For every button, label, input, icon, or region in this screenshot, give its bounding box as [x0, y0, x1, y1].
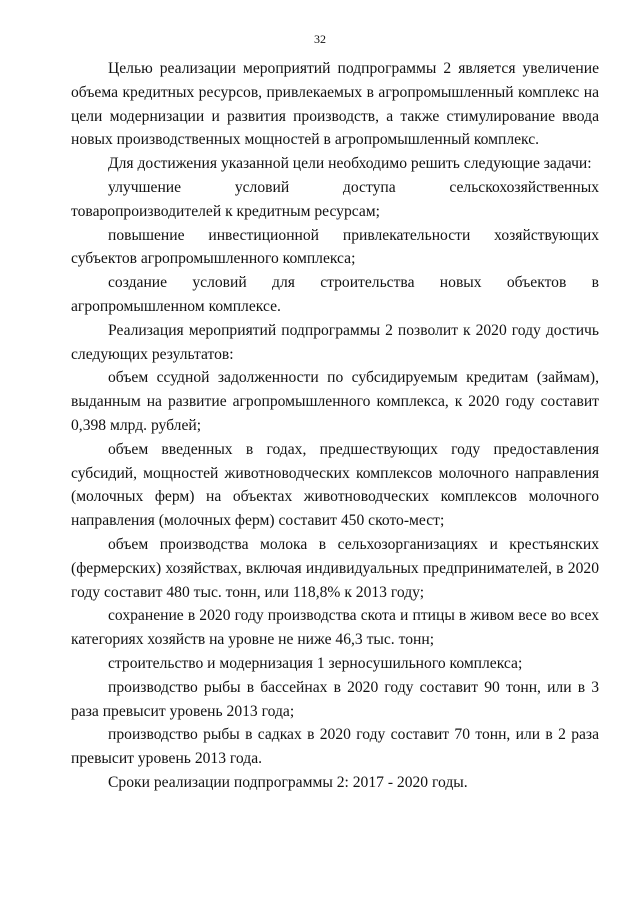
paragraph-result-fish-cages: производство рыбы в садках в 2020 году составит 70 тонн, или в 2 раза превысит уровень 2013 года. [71, 726, 599, 768]
paragraph-result-fish-pools: производство рыбы в бассейнах в 2020 году составит 90 тонн, или в 3 раза превысит уровень 2013 года; [71, 678, 599, 720]
page-number: 32 [314, 32, 326, 46]
paragraph-result-loans: объем ссудной задолженности по субсидируемым кредитам (займам), выданным на развитие агропромышленного комплекса, к 2020 году составит 0,398 млрд. рублей; [71, 369, 599, 434]
paragraph-result-milk: объем производства молока в сельхозорганизациях и крестьянских (фермерских) хозяйствах, включая индивидуальных предпринимателей, в 2020 году составит 480 тыс. тонн, или 118,8% к 2013 году; [71, 535, 599, 601]
paragraph-timeline: Сроки реализации подпрограммы 2: 2017 - 2020 годы. [108, 773, 468, 791]
document-body [71, 57, 599, 795]
paragraph-results-intro: Реализация мероприятий подпрограммы 2 позволит к 2020 году достичь следующих результатов: [71, 321, 599, 363]
paragraph-task-investment: повышение инвестиционной привлекательности хозяйствующих субъектов агропромышленного комплекса; [71, 226, 599, 268]
paragraph-goal: Целью реализации мероприятий подпрограммы 2 является увеличение объема кредитных ресурсов, привлекаемых в агропромышленный комплекс на цели модернизации и развития производств, а также стимулирование ввода новых производственных мощностей в агропромышленный комплекс. [71, 60, 599, 149]
paragraph-result-dairy-farms: объем введенных в годах, предшествующих году предоставления субсидий, мощностей животноводческих комплексов молочного направления (молочных ферм) на объектах животноводческих комплексов молочного направления (молочных ферм) составит 450 ското-мест; [71, 440, 599, 530]
paragraph-result-grain-dryer: строительство и модернизация 1 зерносушильного комплекса; [108, 654, 523, 672]
paragraph-tasks-intro: Для достижения указанной цели необходимо решить следующие задачи: [108, 155, 592, 173]
paragraph-result-livestock: сохранение в 2020 году производства скота и птицы в живом весе во всех категориях хозяйств на уровне не ниже 46,3 тыс. тонн; [71, 607, 599, 649]
paragraph-task-credit-access: улучшение условий доступа сельскохозяйственных товаропроизводителей к кредитным ресурсам; [71, 178, 599, 220]
paragraph-task-construction: создание условий для строительства новых объектов в агропромышленном комплексе. [71, 274, 599, 315]
